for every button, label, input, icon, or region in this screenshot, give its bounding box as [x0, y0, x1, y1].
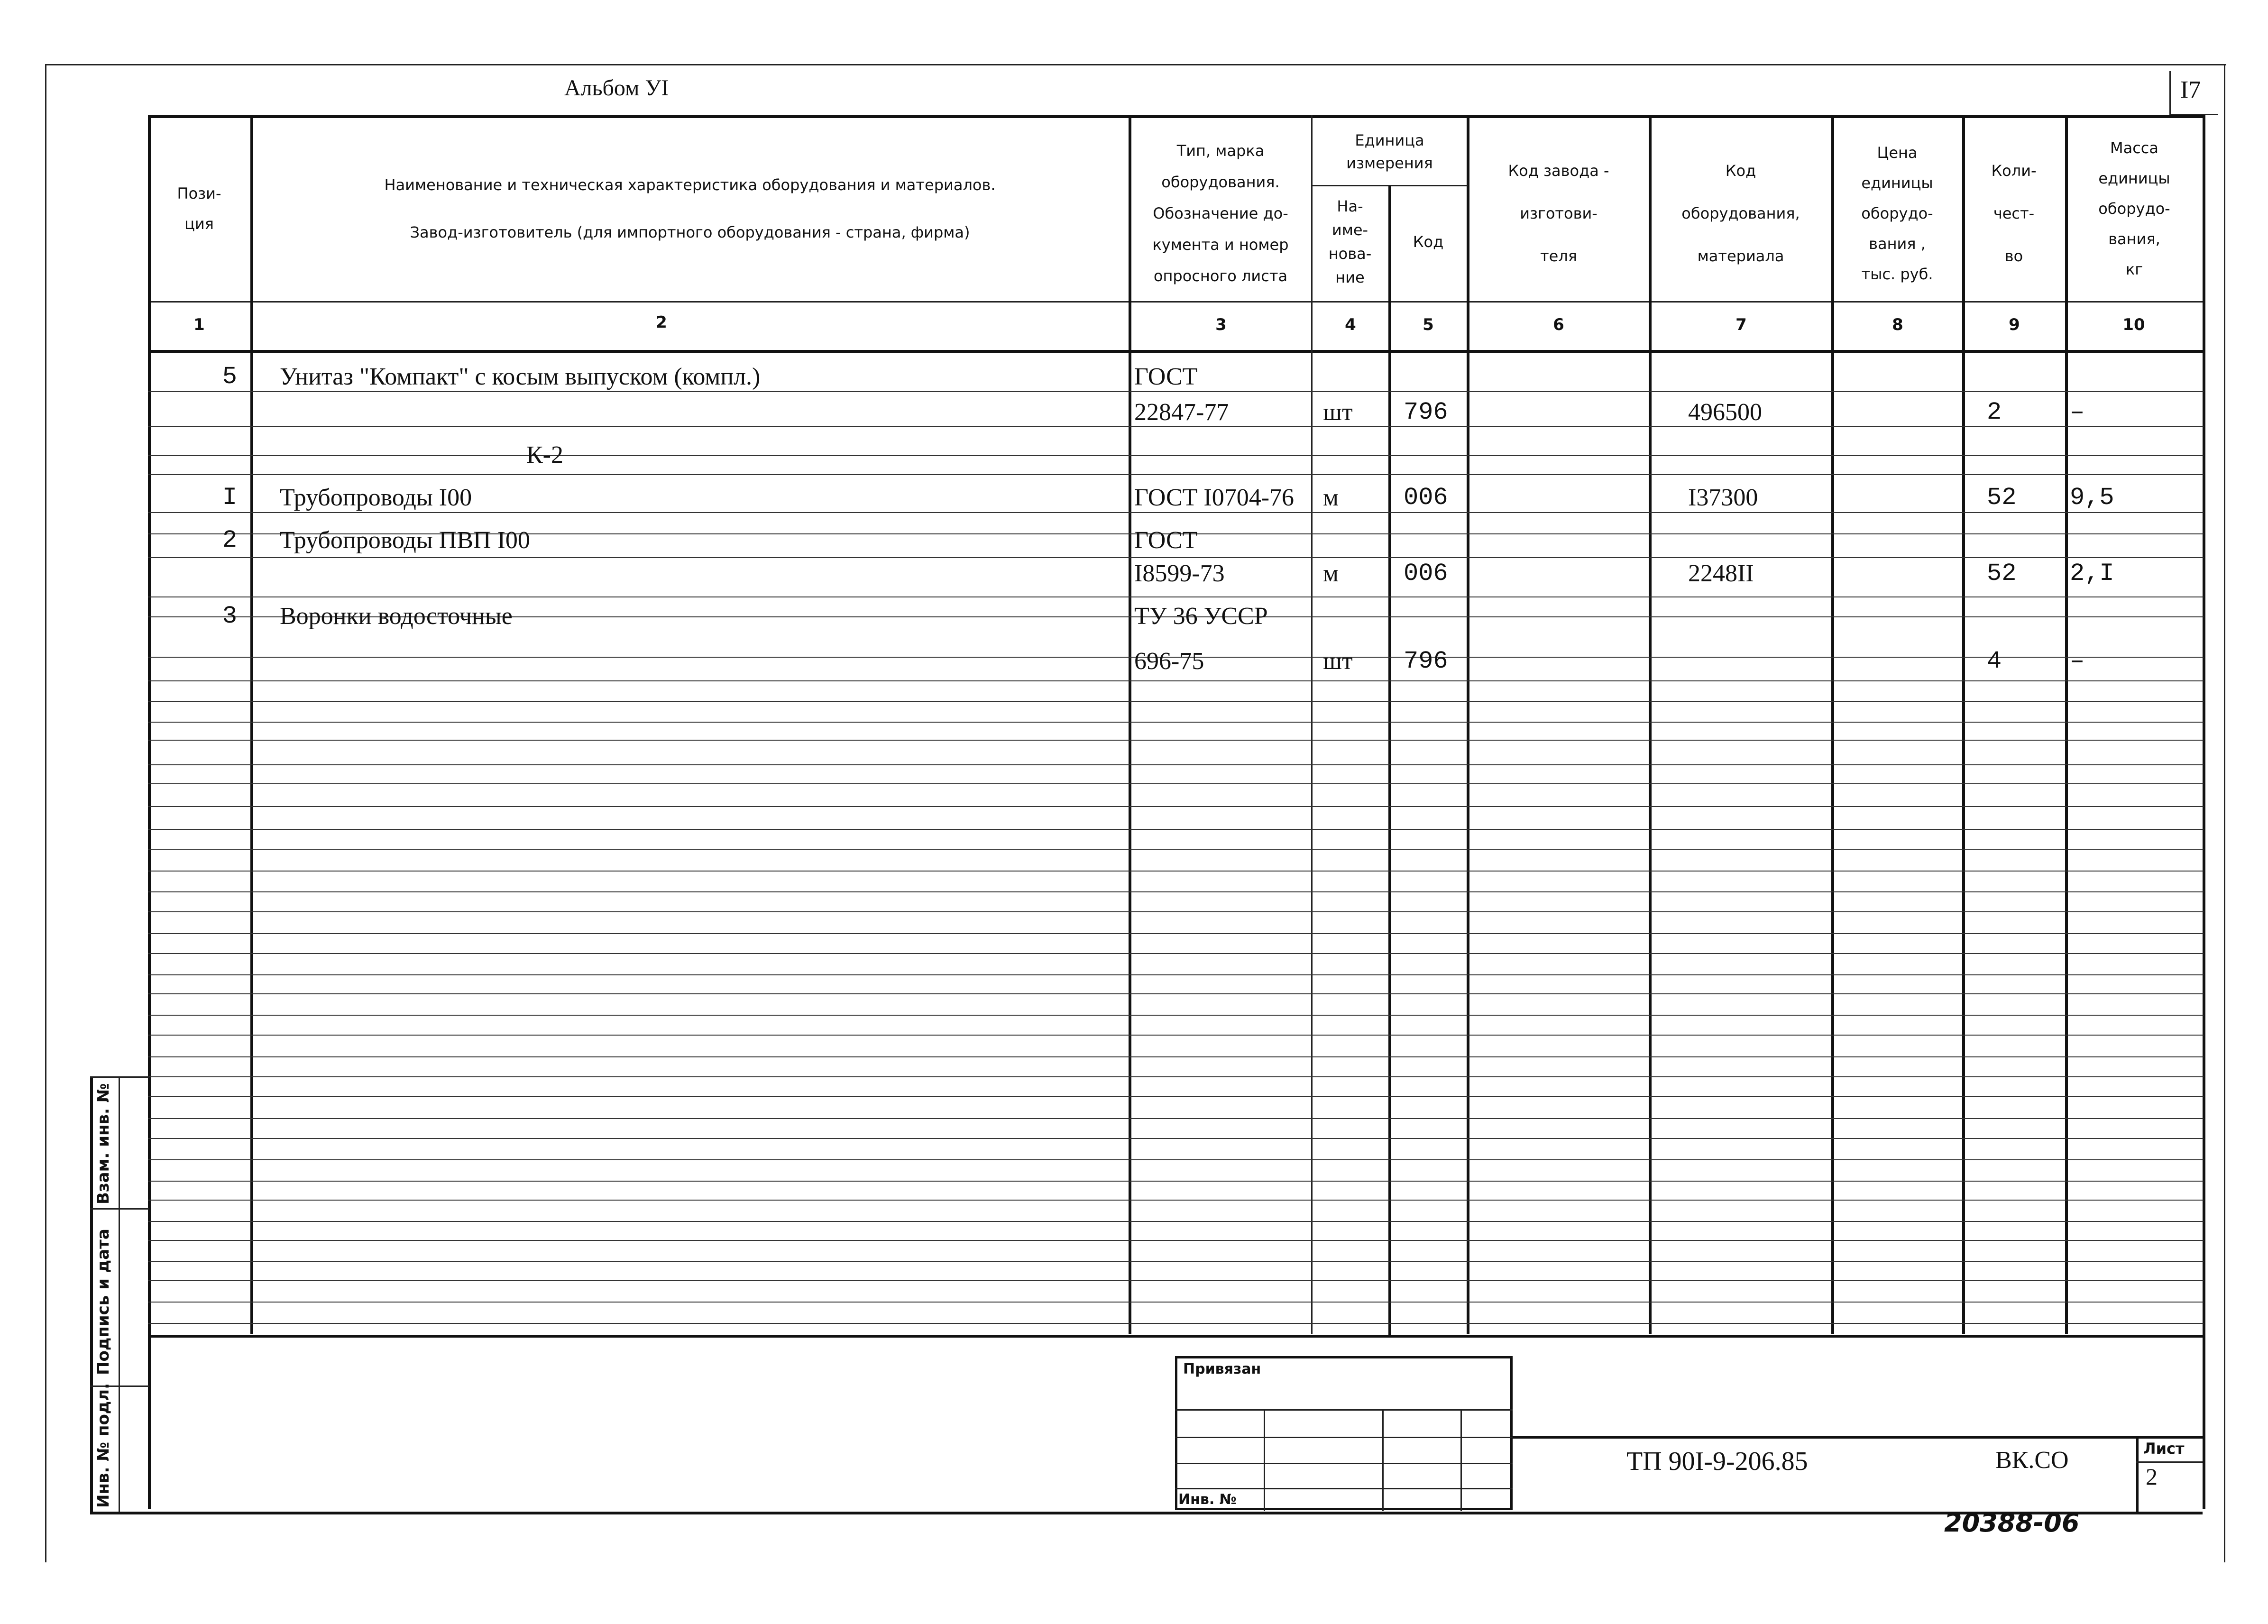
- side-stamp-inner-border: [90, 1076, 93, 1513]
- row-line: [148, 512, 2204, 513]
- row-line: [148, 1035, 2204, 1036]
- header-quantity: Коли- чест- во: [1991, 162, 2037, 265]
- row-line: [148, 1138, 2204, 1139]
- row-line: [148, 1261, 2204, 1262]
- cell-name: Унитаз "Компакт" с косым выпуском (компл.): [280, 363, 761, 390]
- privyazan-line-1: [1175, 1409, 1513, 1411]
- row-line: [148, 1181, 2204, 1182]
- title-main-top: [1513, 1436, 2203, 1439]
- sheet-label: Лист: [2143, 1440, 2185, 1458]
- row-line: [148, 557, 2204, 558]
- cell-pos: I: [222, 484, 237, 512]
- row-line: [148, 764, 2204, 765]
- colnum-bottom-line: [148, 350, 2204, 353]
- cell-type: ГОСТ: [1134, 363, 1198, 390]
- cell-unit: шт: [1323, 399, 1353, 426]
- cell-type: ГОСТ: [1134, 527, 1198, 554]
- privyazan-vline-1: [1264, 1409, 1265, 1511]
- row-line: [148, 1323, 2204, 1324]
- row-line: [148, 1200, 2204, 1201]
- colnum-5: 5: [1423, 315, 1434, 334]
- table-right-border: [2203, 115, 2205, 1509]
- row-line: [148, 871, 2204, 872]
- row-line: [148, 783, 2204, 784]
- table-top-border: [148, 115, 2204, 118]
- header-equipment-code: Код оборудования, материала: [1681, 162, 1800, 265]
- row-line: [148, 1015, 2204, 1016]
- row-line: [148, 891, 2204, 892]
- row-line: [148, 1076, 2204, 1077]
- cell-qty: 52: [1987, 484, 2017, 512]
- cell-qty: 2: [1987, 398, 2002, 426]
- inv-no-label: Инв. №: [1178, 1491, 1237, 1508]
- colnum-2: 2: [656, 313, 667, 332]
- header-type: Тип, марка оборудования. Обозначение до- кумента и номер опросного листа: [1152, 142, 1289, 285]
- row-line: [148, 806, 2204, 807]
- header-bottom-line: [148, 301, 2204, 303]
- cell-type: ТУ 36 УССР: [1134, 603, 1268, 630]
- cell-mass: –: [2070, 398, 2085, 426]
- colnum-10: 10: [2122, 315, 2145, 334]
- table-body-bottom: [148, 1335, 2204, 1338]
- sheet-number-top: I7: [2180, 76, 2201, 103]
- cell-name: К-2: [526, 441, 563, 468]
- row-line: [148, 1159, 2204, 1160]
- col-line-3: [1311, 115, 1313, 1334]
- privyazan-label: Привязан: [1183, 1361, 1261, 1377]
- cell-pos: 3: [222, 602, 237, 630]
- row-line: [148, 829, 2204, 830]
- col-line-9: [2065, 115, 2068, 1334]
- cell-name: Трубопроводы I00: [280, 484, 472, 511]
- cell-qty: 4: [1987, 647, 2002, 675]
- row-line: [148, 1221, 2204, 1222]
- row-line: [148, 933, 2204, 934]
- side-stamp-inv-podl: Инв. № подл.: [94, 1383, 113, 1508]
- cell-mass: 2,I: [2070, 560, 2114, 587]
- cell-name: Воронки водосточные: [280, 603, 513, 630]
- row-line: [148, 1302, 2204, 1303]
- colnum-6: 6: [1553, 315, 1564, 334]
- colnum-1: 1: [193, 315, 205, 334]
- cell-unit: шт: [1323, 648, 1353, 675]
- cell-type: 22847-77: [1134, 399, 1229, 426]
- row-line: [148, 953, 2204, 954]
- col-line-8: [1962, 115, 1965, 1334]
- cell-type: ГОСТ I0704-76: [1134, 484, 1295, 511]
- privyazan-vline-3: [1460, 1409, 1462, 1511]
- header-unit-code: Код: [1413, 233, 1444, 251]
- colnum-8: 8: [1892, 315, 1903, 334]
- colnum-3: 3: [1215, 315, 1227, 334]
- unit-group-divider: [1311, 185, 1468, 186]
- cell-eqcode: I37300: [1688, 484, 1758, 511]
- row-line: [148, 391, 2204, 392]
- cell-mass: 9,5: [2070, 484, 2114, 512]
- frame-top: [45, 64, 2226, 65]
- col-line-4: [1388, 185, 1391, 1335]
- side-stamp-sign-date: Подпись и дата: [94, 1229, 113, 1375]
- section-code: ВК.СО: [1995, 1447, 2069, 1474]
- sheet-value: 2: [2146, 1463, 2158, 1490]
- header-factory-code: Код завода - изготови- теля: [1508, 162, 1609, 265]
- cell-code: 006: [1404, 560, 1448, 587]
- col-line-6: [1649, 115, 1652, 1334]
- cell-code: 796: [1404, 647, 1448, 675]
- cell-name: Трубопроводы ПВП I00: [280, 527, 530, 554]
- privyazan-line-2: [1175, 1437, 1513, 1438]
- col-line-7: [1831, 115, 1834, 1334]
- cell-eqcode: 496500: [1688, 399, 1762, 426]
- header-unit-group: Единица измерения: [1346, 131, 1433, 172]
- cell-qty: 52: [1987, 560, 2017, 587]
- header-price: Цена единицы оборудо- вания , тыс. руб.: [1861, 144, 1933, 283]
- row-line: [148, 596, 2204, 597]
- col-line-5: [1467, 115, 1469, 1334]
- row-line: [148, 911, 2204, 912]
- side-stamp-mid: [119, 1076, 120, 1513]
- privyazan-box: [1175, 1356, 1513, 1510]
- row-line: [148, 1280, 2204, 1281]
- album-title: Альбом УI: [564, 75, 669, 101]
- cell-type: 696-75: [1134, 648, 1204, 675]
- row-line: [148, 993, 2204, 994]
- row-line: [148, 474, 2204, 475]
- title-block-bottom: [90, 1512, 2203, 1514]
- frame-left: [45, 64, 46, 1562]
- row-line: [148, 722, 2204, 723]
- header-unit-name: На- име- нова- ние: [1328, 197, 1372, 286]
- cell-code: 796: [1404, 398, 1448, 426]
- row-line: [148, 849, 2204, 850]
- cell-eqcode: 2248II: [1688, 560, 1754, 587]
- doc-code: ТП 90I-9-206.85: [1626, 1447, 1808, 1476]
- colnum-7: 7: [1735, 315, 1747, 334]
- row-line: [148, 1118, 2204, 1119]
- row-line: [148, 1096, 2204, 1097]
- privyazan-line-3: [1175, 1463, 1513, 1464]
- row-line: [148, 974, 2204, 975]
- cell-pos: 2: [222, 526, 237, 554]
- frame-right: [2224, 64, 2225, 1562]
- header-name: Наименование и техническая характеристика оборудования и материалов. Завод-изготовитель (для импортного оборудования - страна, фирма): [384, 176, 996, 241]
- header-position: Пози- ция: [177, 184, 221, 233]
- privyazan-line-4: [1175, 1488, 1513, 1489]
- cell-type: I8599-73: [1134, 560, 1225, 587]
- table-left-border: [148, 115, 151, 1509]
- row-line: [148, 701, 2204, 702]
- footer-code: 20388-06: [1944, 1508, 2080, 1538]
- colnum-4: 4: [1345, 315, 1356, 334]
- privyazan-vline-2: [1382, 1409, 1384, 1511]
- row-line: [148, 1056, 2204, 1057]
- header-mass: Масса единицы оборудо- вания, кг: [2098, 139, 2170, 278]
- colnum-9: 9: [2009, 315, 2020, 334]
- row-line: [148, 680, 2204, 681]
- side-stamp-inv-vzam: Взам. инв. №: [94, 1083, 113, 1204]
- col-line-1: [250, 115, 253, 1334]
- row-line: [148, 740, 2204, 741]
- cell-mass: –: [2070, 647, 2085, 675]
- cell-unit: м: [1323, 484, 1339, 511]
- row-line: [148, 1240, 2204, 1241]
- cell-code: 006: [1404, 484, 1448, 512]
- cell-pos: 5: [222, 363, 237, 391]
- cell-unit: м: [1323, 560, 1339, 587]
